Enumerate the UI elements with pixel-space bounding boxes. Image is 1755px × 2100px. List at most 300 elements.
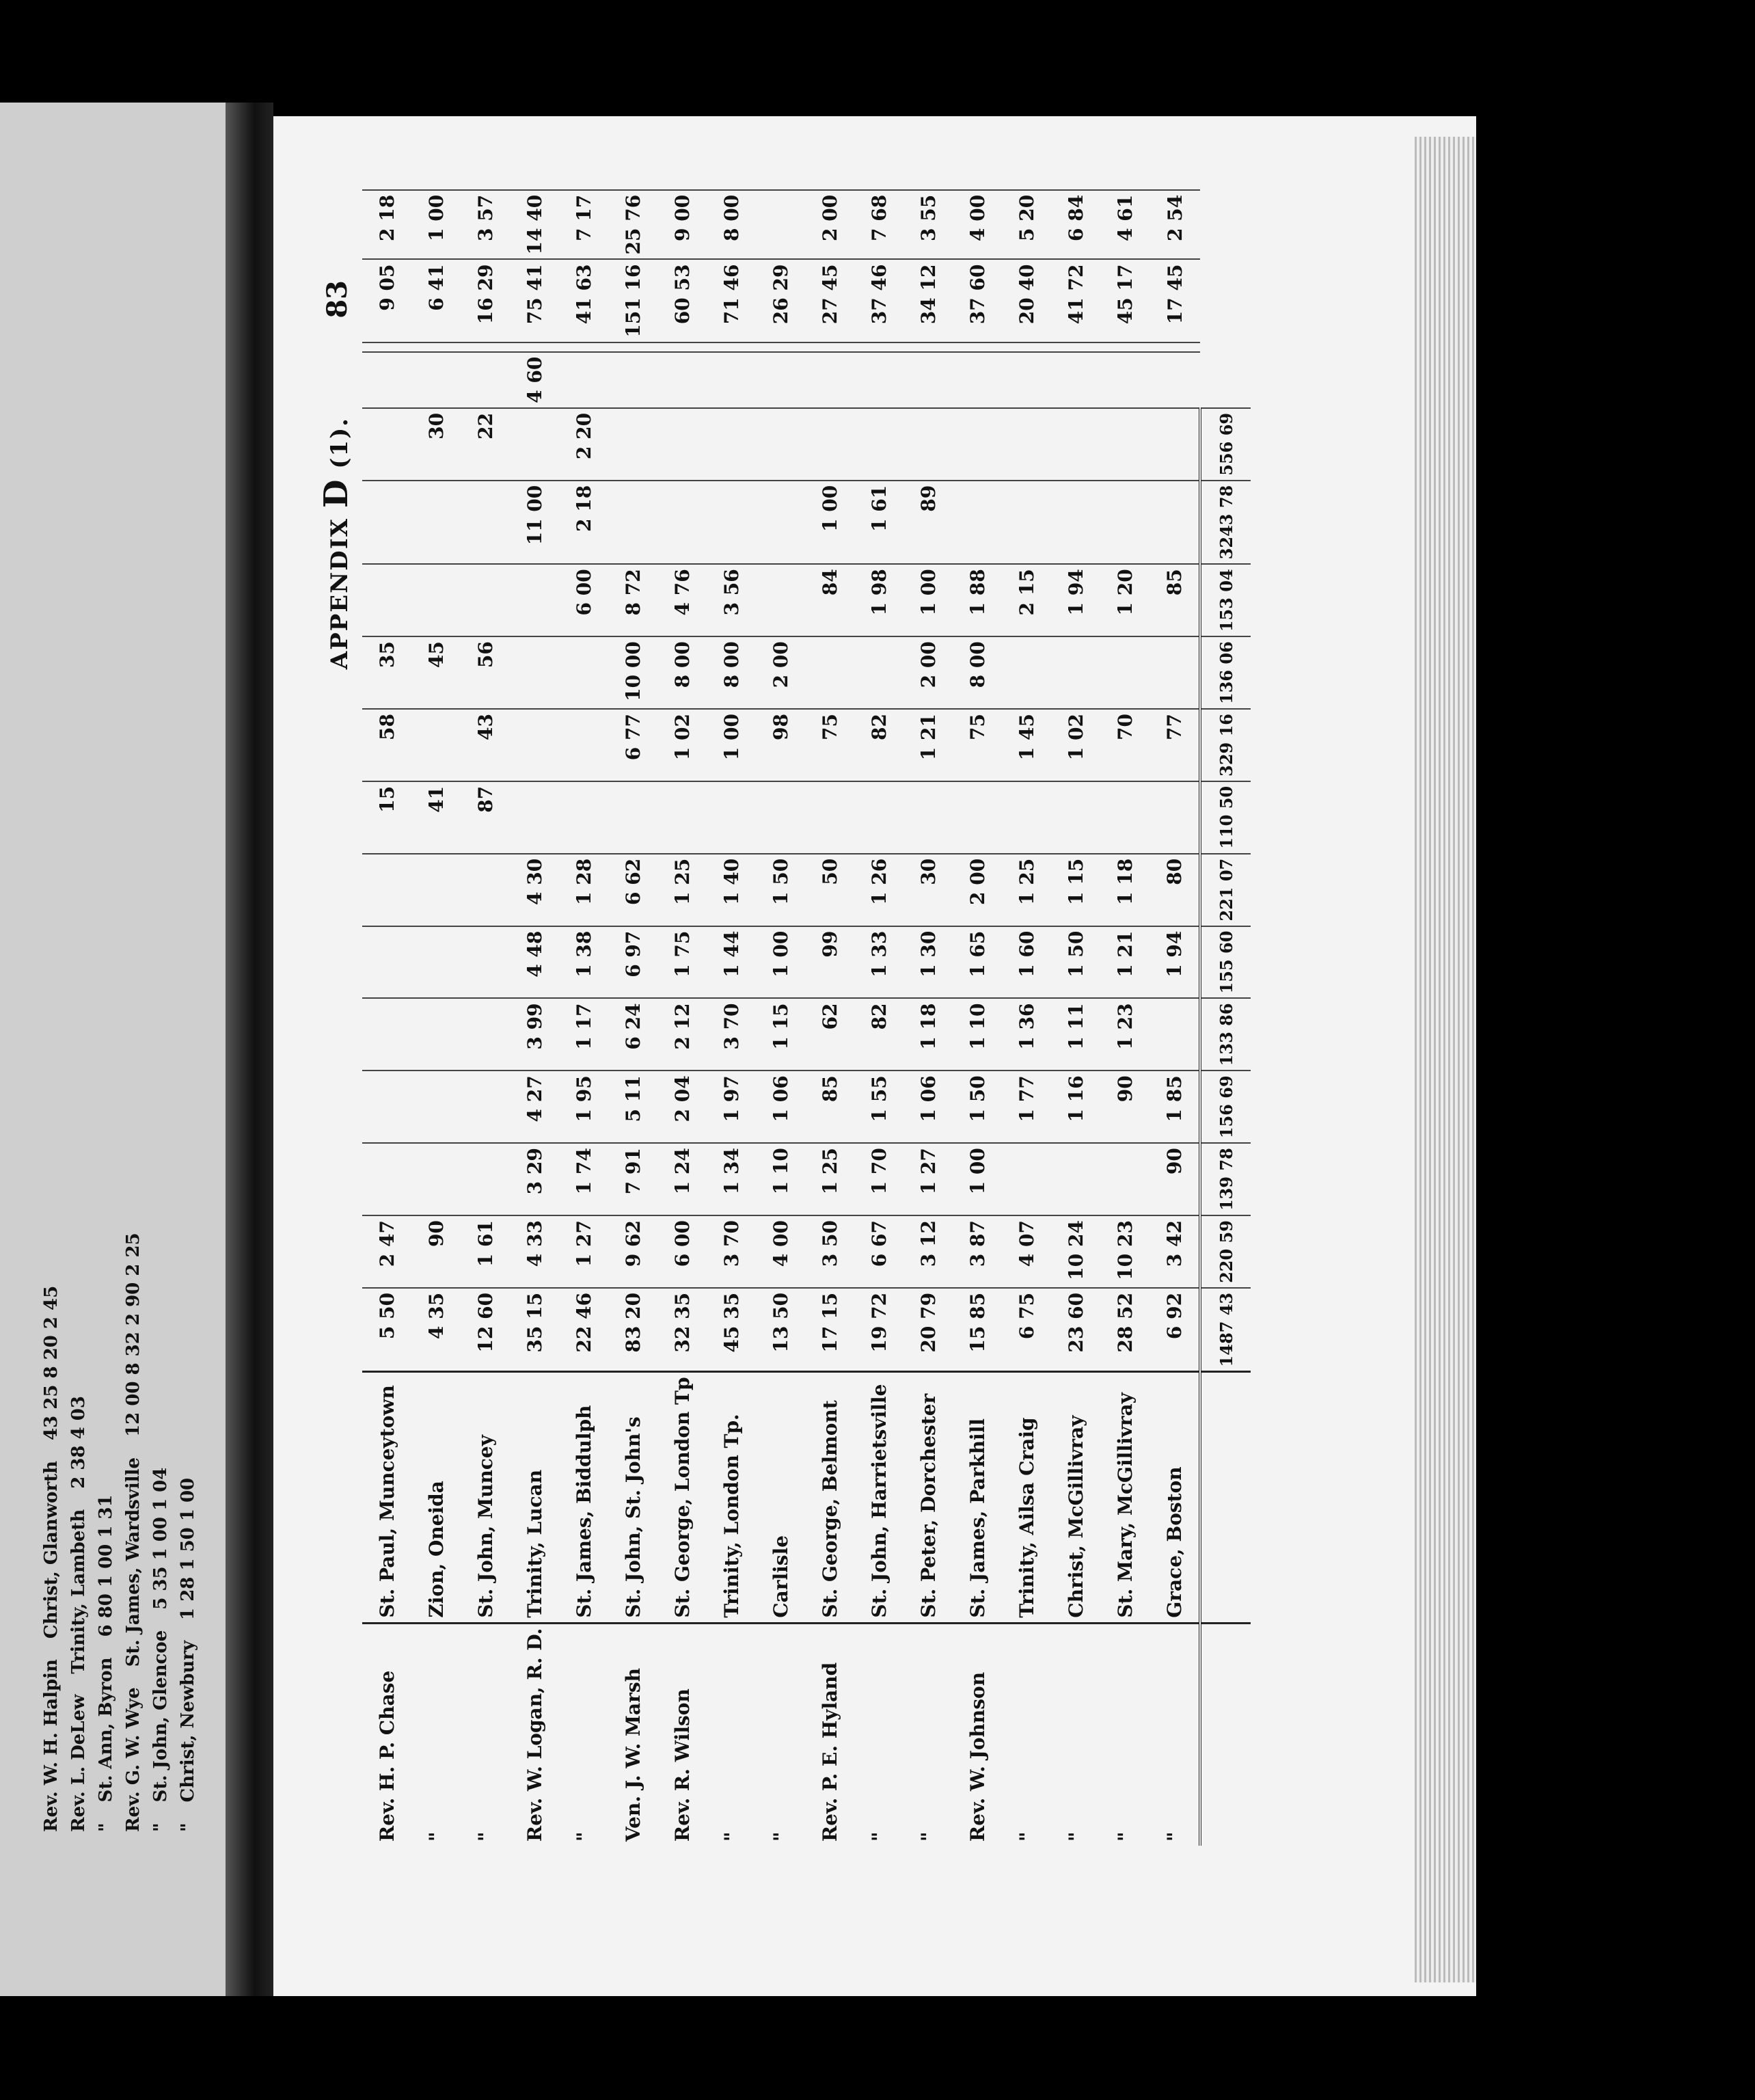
church-name: St. James, Biddulph [559, 1372, 608, 1623]
total-cell: 153 04 [1200, 564, 1251, 636]
amount-cell: 1 94 [1051, 564, 1100, 636]
amount-cell [805, 408, 854, 481]
amount-cell [657, 481, 707, 565]
amount-cell: 19 72 [854, 1288, 903, 1372]
amount-cell: 10 00 [608, 636, 657, 709]
amount-cell: 1 00 [411, 190, 461, 260]
amount-cell [461, 1071, 510, 1143]
amount-cell: 5 11 [608, 1071, 657, 1143]
amount-cell: 6 84 [1051, 190, 1100, 260]
amount-cell: 1 77 [1002, 1071, 1051, 1143]
amount-cell: 2 47 [362, 1215, 411, 1288]
appendix-label: APPENDIX [326, 517, 353, 670]
amount-cell: 5 20 [1002, 190, 1051, 260]
amount-cell: 28 52 [1100, 1288, 1149, 1372]
amount-cell: 60 53 [657, 260, 707, 342]
amount-cell [1002, 408, 1051, 481]
amount-cell: 37 60 [953, 260, 1002, 342]
amount-cell: 10 24 [1051, 1215, 1100, 1288]
amount-cell [1051, 352, 1100, 408]
amount-cell: 2 04 [657, 1071, 707, 1143]
amount-cell: 1 15 [756, 998, 805, 1071]
amount-cell: 1 18 [903, 998, 953, 1071]
amount-cell [1100, 408, 1149, 481]
church-name: St. Paul, Munceytown [362, 1372, 411, 1623]
amount-cell [805, 342, 854, 352]
total-cell: 3243 78 [1200, 481, 1251, 565]
minister-name: " [474, 1831, 497, 1842]
amount-cell: 1 21 [1100, 926, 1149, 999]
amount-cell: 12 60 [461, 1288, 510, 1372]
amount-cell [756, 342, 805, 352]
amount-cell [1149, 408, 1200, 481]
amount-cell: 2 54 [1149, 190, 1200, 260]
amount-cell: 3 99 [510, 998, 559, 1071]
amount-cell: 15 [362, 781, 411, 854]
amount-cell [411, 709, 461, 781]
amount-cell: 9 05 [362, 260, 411, 342]
amount-cell: 1 30 [903, 926, 953, 999]
facing-church: Christ, Glanworth [41, 1460, 62, 1639]
amount-cell: 35 15 [510, 1288, 559, 1372]
amount-cell [510, 709, 559, 781]
amount-cell: 45 17 [1100, 260, 1149, 342]
amount-cell: 1 15 [1051, 854, 1100, 926]
amount-cell: 6 24 [608, 998, 657, 1071]
facing-page-row [150, 123, 178, 1832]
amount-cell: 85 [805, 1071, 854, 1143]
amount-cell [510, 781, 559, 854]
amount-cell [461, 352, 510, 408]
minister-name: " [769, 1831, 792, 1842]
amount-cell: 10 23 [1100, 1215, 1149, 1288]
amount-cell [411, 352, 461, 408]
amount-cell: 2 00 [756, 636, 805, 709]
amount-cell [608, 781, 657, 854]
facing-amounts: 43 25 8 20 2 45 [41, 1285, 62, 1440]
amount-cell: 1 55 [854, 1071, 903, 1143]
amount-cell: 82 [854, 998, 903, 1071]
amount-cell [657, 408, 707, 481]
amount-cell [1100, 636, 1149, 709]
amount-cell: 4 07 [1002, 1215, 1051, 1288]
table-row [510, 190, 559, 1846]
facing-minister: Rev. G. W. Wye [123, 1687, 144, 1832]
table-row [559, 190, 608, 1846]
facing-amounts: 2 38 4 03 [68, 1396, 89, 1489]
minister-name: Rev. W. Logan, R. D. [523, 1628, 546, 1842]
amount-cell: 4 27 [510, 1071, 559, 1143]
amount-cell: 15 85 [953, 1288, 1002, 1372]
amount-cell: 99 [805, 926, 854, 999]
amount-cell: 1 60 [1002, 926, 1051, 999]
amount-cell: 45 [411, 636, 461, 709]
minister-name: Rev. H. P. Chase [375, 1670, 398, 1842]
totals-row [1200, 190, 1251, 1846]
amount-cell: 41 63 [559, 260, 608, 342]
amount-cell [1149, 481, 1200, 565]
amount-cell [362, 408, 411, 481]
amount-cell [411, 998, 461, 1071]
amount-cell [362, 998, 411, 1071]
total-cell: 221 07 [1200, 854, 1251, 926]
table-row [1002, 190, 1051, 1846]
amount-cell: 1 34 [707, 1143, 756, 1215]
amount-cell: 9 00 [657, 190, 707, 260]
amount-cell [1149, 342, 1200, 352]
facing-minister: Rev. L. DeLew [68, 1694, 89, 1832]
totals-spacer [1200, 1623, 1251, 1846]
amount-cell [411, 564, 461, 636]
amount-cell [1002, 636, 1051, 709]
amount-cell: 41 [411, 781, 461, 854]
facing-page-row [123, 123, 150, 1832]
amount-cell: 1 26 [854, 854, 903, 926]
amount-cell [362, 926, 411, 999]
amount-cell [903, 781, 953, 854]
church-name: St. Peter, Dorchester [903, 1372, 953, 1623]
facing-minister: " [96, 1822, 116, 1832]
amount-cell: 56 [461, 636, 510, 709]
amount-cell: 8 00 [657, 636, 707, 709]
church-name: St. Mary, McGillivray [1100, 1372, 1149, 1623]
facing-church: Christ, Newbury [178, 1640, 198, 1803]
amount-cell: 6 41 [411, 260, 461, 342]
amount-cell: 1 11 [1051, 998, 1100, 1071]
amount-cell: 1 40 [707, 854, 756, 926]
amount-cell [1051, 481, 1100, 565]
amount-cell [608, 342, 657, 352]
church-name: Zion, Oneida [411, 1372, 461, 1623]
facing-minister: " [178, 1822, 198, 1832]
total-cell: 139 78 [1200, 1143, 1251, 1215]
amount-cell: 2 00 [953, 854, 1002, 926]
amount-cell: 4 35 [411, 1288, 461, 1372]
amount-cell: 1 36 [1002, 998, 1051, 1071]
amount-cell: 4 61 [1100, 190, 1149, 260]
amount-cell [707, 342, 756, 352]
table-row [854, 190, 903, 1846]
church-name: Trinity, London Tp. [707, 1372, 756, 1623]
amount-cell: 4 76 [657, 564, 707, 636]
amount-cell: 7 17 [559, 190, 608, 260]
minister-name: " [720, 1831, 743, 1842]
amount-cell: 30 [411, 408, 461, 481]
amount-cell: 4 30 [510, 854, 559, 926]
facing-page-row [41, 123, 68, 1832]
amount-cell: 7 68 [854, 190, 903, 260]
main-page-content [317, 194, 1292, 1846]
minister-name: Rev. W. Johnson [966, 1671, 989, 1842]
table-row [608, 190, 657, 1846]
minister-name: Ven. J. W. Marsh [621, 1668, 644, 1842]
amount-cell: 20 40 [1002, 260, 1051, 342]
amount-cell [1002, 481, 1051, 565]
church-name: St. John, Harrietsville [854, 1372, 903, 1623]
amount-cell [1002, 342, 1051, 352]
amount-cell: 1 00 [805, 481, 854, 565]
amount-cell: 14 40 [510, 190, 559, 260]
minister-name: " [1064, 1831, 1087, 1842]
amount-cell: 6 00 [559, 564, 608, 636]
table-row [362, 190, 411, 1846]
amount-cell: 5 50 [362, 1288, 411, 1372]
facing-page-row [96, 123, 123, 1832]
amount-cell [854, 342, 903, 352]
amount-cell [1100, 352, 1149, 408]
facing-page-row [68, 123, 96, 1832]
amount-cell [854, 781, 903, 854]
total-cell: 110 50 [1200, 781, 1251, 854]
amount-cell [510, 636, 559, 709]
amount-cell: 50 [805, 854, 854, 926]
amount-cell [362, 1071, 411, 1143]
amount-cell: 90 [411, 1215, 461, 1288]
amount-cell: 1 24 [657, 1143, 707, 1215]
totals-spacer [1200, 1372, 1251, 1623]
amount-cell [362, 352, 411, 408]
amount-cell: 1 50 [756, 854, 805, 926]
amount-cell: 1 25 [805, 1143, 854, 1215]
total-cell: 156 69 [1200, 1071, 1251, 1143]
table-row [707, 190, 756, 1846]
amount-cell: 3 42 [1149, 1215, 1200, 1288]
amount-cell: 1 02 [1051, 709, 1100, 781]
amount-cell: 3 56 [707, 564, 756, 636]
amount-cell [805, 352, 854, 408]
amount-cell: 3 87 [953, 1215, 1002, 1288]
facing-page-content [41, 123, 219, 1832]
amount-cell: 6 62 [608, 854, 657, 926]
amount-cell: 1 94 [1149, 926, 1200, 999]
amount-cell [362, 481, 411, 565]
minister-name: " [424, 1831, 448, 1842]
total-cell: 133 86 [1200, 998, 1251, 1071]
amount-cell: 85 [1149, 564, 1200, 636]
amount-cell [707, 781, 756, 854]
total-cell: 155 60 [1200, 926, 1251, 999]
amount-cell: 2 18 [559, 481, 608, 565]
table-row [953, 190, 1002, 1846]
amount-cell: 3 70 [707, 998, 756, 1071]
minister-name: " [1113, 1831, 1137, 1842]
amount-cell: 83 20 [608, 1288, 657, 1372]
amount-cell [854, 408, 903, 481]
amount-cell: 1 17 [559, 998, 608, 1071]
church-name: Christ, McGillivray [1051, 1372, 1100, 1623]
amount-cell: 2 18 [362, 190, 411, 260]
amount-cell [903, 352, 953, 408]
amount-cell [1100, 481, 1149, 565]
minister-name: " [867, 1831, 890, 1842]
amount-cell: 43 [461, 709, 510, 781]
amount-cell [411, 342, 461, 352]
amount-cell [411, 1143, 461, 1215]
amount-cell [362, 854, 411, 926]
amount-cell: 1 33 [854, 926, 903, 999]
amount-cell: 8 00 [953, 636, 1002, 709]
facing-church: Trinity, Lambeth [68, 1509, 89, 1674]
amount-cell: 89 [903, 481, 953, 565]
amount-cell: 17 45 [1149, 260, 1200, 342]
facing-minister: Rev. W. H. Halpin [41, 1659, 62, 1832]
church-name: Carlisle [756, 1372, 805, 1623]
amount-cell: 13 50 [756, 1288, 805, 1372]
amount-cell: 1 44 [707, 926, 756, 999]
amount-cell: 90 [1149, 1143, 1200, 1215]
amount-cell: 1 85 [1149, 1071, 1200, 1143]
amount-cell [805, 636, 854, 709]
page-number: 83 [321, 280, 353, 319]
facing-amounts: 12 00 8 32 2 90 2 25 [123, 1233, 144, 1437]
book-gutter [226, 103, 273, 1996]
amount-cell: 80 [1149, 854, 1200, 926]
amount-cell: 1 95 [559, 1071, 608, 1143]
amount-cell [1100, 781, 1149, 854]
amount-cell: 75 [953, 709, 1002, 781]
amount-cell [953, 352, 1002, 408]
total-cell: 329 16 [1200, 709, 1251, 781]
amount-cell: 90 [1100, 1071, 1149, 1143]
church-name: St. John, St. John's [608, 1372, 657, 1623]
amount-cell: 1 10 [953, 998, 1002, 1071]
minister-name: Rev. P. E. Hyland [818, 1662, 841, 1842]
amount-cell: 20 79 [903, 1288, 953, 1372]
amount-cell [756, 564, 805, 636]
amount-cell: 1 25 [1002, 854, 1051, 926]
amount-cell [411, 1071, 461, 1143]
amount-cell: 3 50 [805, 1215, 854, 1288]
amount-cell: 6 75 [1002, 1288, 1051, 1372]
amount-cell [707, 408, 756, 481]
amount-cell: 1 00 [756, 926, 805, 999]
amount-cell: 84 [805, 564, 854, 636]
table-row [657, 190, 707, 1846]
table-row [805, 190, 854, 1846]
amount-cell: 8 00 [707, 190, 756, 260]
appendix-letter: D [317, 478, 355, 509]
amount-cell: 32 35 [657, 1288, 707, 1372]
amount-cell: 6 92 [1149, 1288, 1200, 1372]
church-name: St. George, Belmont [805, 1372, 854, 1623]
amount-cell [510, 408, 559, 481]
amount-cell [756, 352, 805, 408]
amount-cell [461, 854, 510, 926]
amount-cell: 87 [461, 781, 510, 854]
amount-cell: 82 [854, 709, 903, 781]
amount-cell: 2 00 [805, 190, 854, 260]
table-row [1100, 190, 1149, 1846]
amount-cell: 25 76 [608, 190, 657, 260]
amount-cell [411, 481, 461, 565]
amount-cell [1002, 781, 1051, 854]
table-row [461, 190, 510, 1846]
amount-cell: 1 20 [1100, 564, 1149, 636]
amount-cell [953, 408, 1002, 481]
amount-cell [1149, 781, 1200, 854]
facing-page-rows [41, 123, 205, 1832]
amount-cell: 1 23 [1100, 998, 1149, 1071]
amount-cell [1002, 352, 1051, 408]
amount-cell [461, 998, 510, 1071]
appendix-suffix: (1). [326, 417, 353, 469]
amount-cell: 4 00 [953, 190, 1002, 260]
church-name: St. George, London Tp [657, 1372, 707, 1623]
amount-cell [608, 352, 657, 408]
facing-amounts: 1 28 1 50 1 00 [178, 1477, 198, 1620]
amount-cell [756, 408, 805, 481]
amount-cell [559, 342, 608, 352]
amount-cell: 1 02 [657, 709, 707, 781]
amount-cell: 4 00 [756, 1215, 805, 1288]
amount-cell [1051, 636, 1100, 709]
amount-cell [461, 342, 510, 352]
church-name: Trinity, Lucan [510, 1372, 559, 1623]
amount-cell [657, 342, 707, 352]
amount-cell [854, 352, 903, 408]
minister-name: " [572, 1831, 595, 1842]
amount-cell: 23 60 [1051, 1288, 1100, 1372]
amount-cell: 30 [903, 854, 953, 926]
amount-cell: 41 72 [1051, 260, 1100, 342]
amount-cell: 1 00 [953, 1143, 1002, 1215]
page-edge [1415, 137, 1476, 1982]
amount-cell: 8 72 [608, 564, 657, 636]
amount-cell: 1 18 [1100, 854, 1149, 926]
amount-cell: 1 25 [657, 854, 707, 926]
amount-cell [362, 564, 411, 636]
church-name: St. James, Parkhill [953, 1372, 1002, 1623]
table-row [903, 190, 953, 1846]
facing-amounts: 5 35 1 00 1 04 [150, 1467, 171, 1610]
minister-name: Rev. R. Wilson [670, 1688, 694, 1842]
amount-cell: 1 61 [461, 1215, 510, 1288]
amount-cell: 1 97 [707, 1071, 756, 1143]
amount-cell [608, 481, 657, 565]
amount-cell: 3 12 [903, 1215, 953, 1288]
amount-cell: 1 65 [953, 926, 1002, 999]
amount-cell: 1 00 [903, 564, 953, 636]
amount-cell [1051, 342, 1100, 352]
amount-cell: 1 00 [707, 709, 756, 781]
table-row [756, 190, 805, 1846]
amount-cell: 2 12 [657, 998, 707, 1071]
amount-cell [1149, 636, 1200, 709]
amount-cell: 1 70 [854, 1143, 903, 1215]
page-header [317, 417, 355, 669]
amount-cell: 35 [362, 636, 411, 709]
amount-cell [1002, 1143, 1051, 1215]
church-name: Grace, Boston [1149, 1372, 1200, 1623]
amount-cell [461, 926, 510, 999]
amount-cell [1149, 998, 1200, 1071]
table-row [1149, 190, 1200, 1846]
amount-cell: 3 55 [903, 190, 953, 260]
amount-cell: 75 41 [510, 260, 559, 342]
amount-cell: 1 38 [559, 926, 608, 999]
amount-cell: 11 00 [510, 481, 559, 565]
amount-cell [362, 342, 411, 352]
amount-cell [510, 342, 559, 352]
amount-cell: 1 06 [903, 1071, 953, 1143]
amount-cell [756, 781, 805, 854]
amount-cell [707, 352, 756, 408]
amount-cell [559, 352, 608, 408]
amount-cell: 26 29 [756, 260, 805, 342]
amount-cell: 2 20 [559, 408, 608, 481]
amount-cell: 75 [805, 709, 854, 781]
amount-cell: 3 57 [461, 190, 510, 260]
